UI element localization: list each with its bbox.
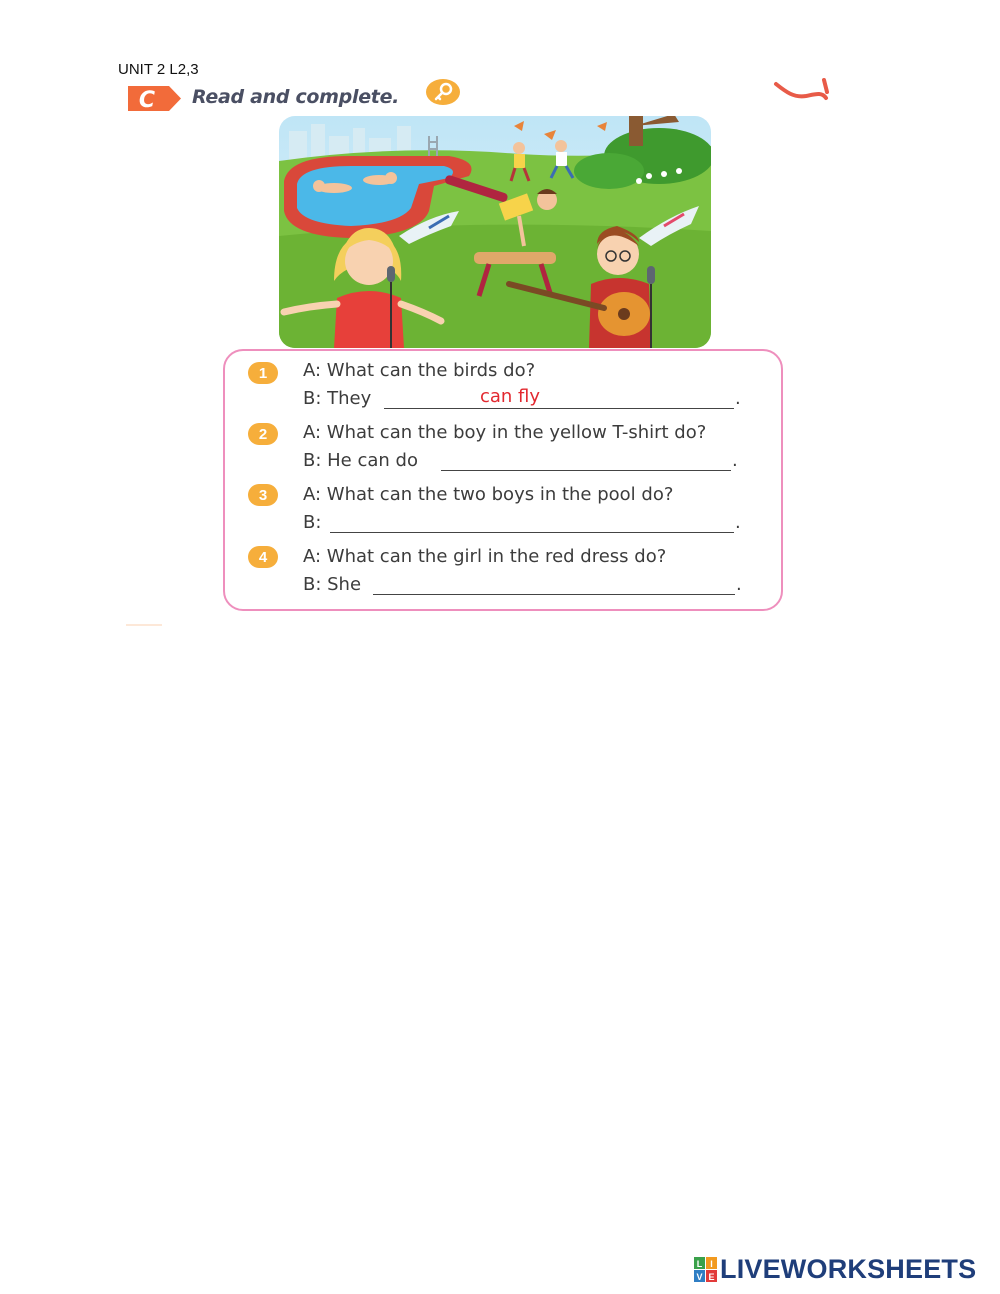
key-icon bbox=[425, 78, 461, 106]
answer-1-blank[interactable] bbox=[384, 408, 734, 409]
divider bbox=[126, 624, 162, 626]
question-number-4: 4 bbox=[248, 546, 278, 568]
section-badge bbox=[125, 83, 183, 114]
brand-logo[interactable] bbox=[694, 1254, 976, 1285]
question-number-2: 2 bbox=[248, 423, 278, 445]
question-1-text: A: What can the birds do? bbox=[303, 360, 536, 381]
decorative-squiggle bbox=[772, 74, 832, 104]
answer-4-prefix: B: She bbox=[303, 574, 362, 595]
svg-text:V: V bbox=[696, 1271, 703, 1282]
brand-name: LIVEWORKSHEETS bbox=[720, 1254, 977, 1284]
answer-1-period: . bbox=[735, 388, 741, 409]
svg-text:L: L bbox=[696, 1258, 703, 1269]
answer-1-value[interactable]: can fly bbox=[480, 386, 541, 407]
answer-2-blank[interactable] bbox=[441, 470, 731, 471]
question-4-text: A: What can the girl in the red dress do? bbox=[303, 546, 667, 567]
question-number-1: 1 bbox=[248, 362, 278, 384]
svg-text:E: E bbox=[708, 1271, 715, 1282]
answer-2-period: . bbox=[732, 450, 738, 471]
instruction-heading: Read and complete. bbox=[192, 86, 400, 108]
answer-1-prefix: B: They bbox=[303, 388, 372, 409]
answer-4-blank[interactable] bbox=[373, 594, 735, 595]
svg-text:I: I bbox=[710, 1258, 713, 1269]
liveworksheets-logo-icon bbox=[694, 1257, 718, 1283]
answer-3-period: . bbox=[735, 512, 741, 533]
question-number-3: 3 bbox=[248, 484, 278, 506]
question-3-text: A: What can the two boys in the pool do? bbox=[303, 484, 674, 505]
question-2-text: A: What can the boy in the yellow T-shirt do? bbox=[303, 422, 707, 443]
answer-2-prefix: B: He can do bbox=[303, 450, 418, 471]
answer-4-period: . bbox=[736, 574, 742, 595]
answer-3-blank[interactable] bbox=[330, 532, 734, 533]
answer-3-prefix: B: bbox=[303, 512, 322, 533]
unit-title: UNIT 2 L2,3 bbox=[118, 61, 199, 78]
section-badge-letter: C bbox=[138, 88, 156, 113]
park-scene-illustration bbox=[279, 116, 711, 348]
